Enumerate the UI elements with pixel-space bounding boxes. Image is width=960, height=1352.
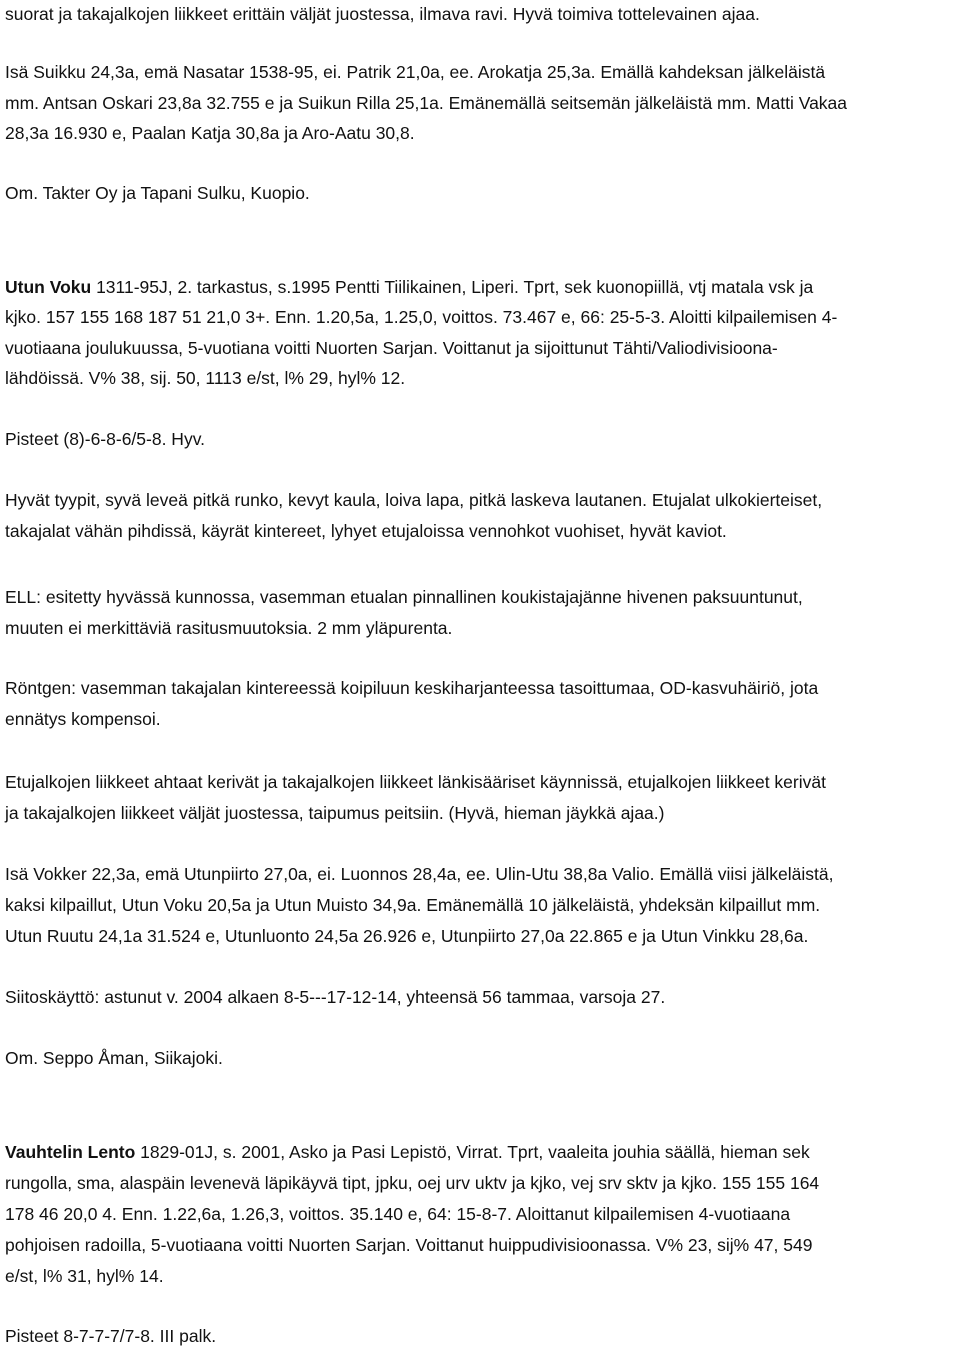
text-line: ennätys kompensoi. bbox=[5, 709, 161, 729]
text-line bbox=[5, 272, 813, 302]
text-line: pohjoisen radoilla, 5-vuotiaana voitti Nuorten Sarjan. Voittanut huippudivisioonassa. V% 23, sij% 47, 549 bbox=[5, 1235, 813, 1255]
horse-name: Vauhtelin Lento bbox=[5, 1142, 136, 1162]
text-line: ja takajalkojen liikkeet väljät juostessa, taipumus peitsiin. (Hyvä, hieman jäykkä ajaa.) bbox=[5, 803, 665, 823]
text-line: Om. Takter Oy ja Tapani Sulku, Kuopio. bbox=[5, 183, 310, 203]
text-line: 178 46 20,0 4. Enn. 1.22,6a, 1.26,3, voittos. 35.140 e, 64: 15-8-7. Aloittanut kilpailemisen 4-vuotiaana bbox=[5, 1204, 791, 1224]
text-line: Siitoskäyttö: astunut v. 2004 alkaen 8-5---17-12-14, yhteensä 56 tammaa, varsoja 27. bbox=[5, 987, 666, 1007]
text-line: rungolla, sma, alaspäin levenevä läpikäyvä tipt, jpku, oej urv uktv ja kjko, vej srv sktv ja kjko. 155 155 164 bbox=[5, 1173, 820, 1193]
text-line: muuten ei merkittäviä rasitusmuutoksia. 2 mm yläpurenta. bbox=[5, 618, 453, 638]
text-run: 1311-95J, 2. tarkastus, s.1995 Pentti Tiilikainen, Liperi. Tprt, sek kuonopiillä, vtj matala vsk ja bbox=[91, 277, 814, 297]
text-line: takajalat vähän pihdissä, käyrät kintereet, lyhyet etujaloissa vennohkot vuohiset, hyvät kaviot. bbox=[5, 521, 727, 541]
horse-name: Utun Voku bbox=[5, 277, 92, 297]
text-line: Isä Suikku 24,3a, emä Nasatar 1538-95, ei. Patrik 21,0a, ee. Arokatja 25,3a. Emällä kahdeksan jälkeläistä bbox=[5, 62, 826, 82]
text-line bbox=[5, 1137, 810, 1167]
text-line: suorat ja takajalkojen liikkeet erittäin väljät juostessa, ilmava ravi. Hyvä toimiva tottelevainen ajaa. bbox=[5, 4, 760, 24]
text-line: kaksi kilpaillut, Utun Voku 20,5a ja Utun Muisto 34,9a. Emänemällä 10 jälkeläistä, yhdeksän kilpaillut mm. bbox=[5, 895, 821, 915]
text-line: Röntgen: vasemman takajalan kintereessä koipiluun keskiharjanteessa tasoittumaa, OD-kasvuhäiriö, jota bbox=[5, 678, 819, 698]
text-line: 28,3a 16.930 e, Paalan Katja 30,8a ja Aro-Aatu 30,8. bbox=[5, 123, 415, 143]
text-line: Pisteet (8)-6-8-6/5-8. Hyv. bbox=[5, 429, 206, 449]
text-line: Om. Seppo Åman, Siikajoki. bbox=[5, 1048, 223, 1068]
text-line: kjko. 157 155 168 187 51 21,0 3+. Enn. 1.20,5a, 1.25,0, voittos. 73.467 e, 66: 25-5-3. Aloitti kilpailemisen 4- bbox=[5, 307, 838, 327]
text-line: Isä Vokker 22,3a, emä Utunpiirto 27,0a, ei. Luonnos 28,4a, ee. Ulin-Utu 38,8a Valio. Emällä viisi jälkeläistä, bbox=[5, 864, 834, 884]
text-line: Etujalkojen liikkeet ahtaat kerivät ja takajalkojen liikkeet länkisääriset käynnissä, etujalkojen liikkeet kerivät bbox=[5, 772, 826, 792]
text-line: ELL: esitetty hyvässä kunnossa, vasemman etualan pinnallinen koukistajajänne hivenen paksuuntunut, bbox=[5, 587, 803, 607]
text-line: e/st, l% 31, hyl% 14. bbox=[5, 1266, 164, 1286]
text-line: mm. Antsan Oskari 23,8a 32.755 e ja Suikun Rilla 25,1a. Emänemällä seitsemän jälkeläistä mm. Matti Vakaa bbox=[5, 93, 848, 113]
text-line: vuotiaana joulukuussa, 5-vuotiana voitti Nuorten Sarjan. Voittanut ja sijoittunut Tähti/Valiodivisioona- bbox=[5, 338, 778, 358]
text-line: Hyvät tyypit, syvä leveä pitkä runko, kevyt kaula, loiva lapa, pitkä laskeva lautanen. Etujalat ulkokierteiset, bbox=[5, 490, 823, 510]
text-line: lähdöissä. V% 38, sij. 50, 1113 e/st, l% 29, hyl% 12. bbox=[5, 368, 406, 388]
text-run: 1829-01J, s. 2001, Asko ja Pasi Lepistö, Virrat. Tprt, vaaleita jouhia säällä, hieman sek bbox=[135, 1142, 810, 1162]
text-line: Pisteet 8-7-7-7/7-8. III palk. bbox=[5, 1326, 217, 1346]
text-line: Utun Ruutu 24,1a 31.524 e, Utunluonto 24,5a 26.926 e, Utunpiirto 27,0a 22.865 e ja Utun Vinkku 28,6a. bbox=[5, 926, 809, 946]
